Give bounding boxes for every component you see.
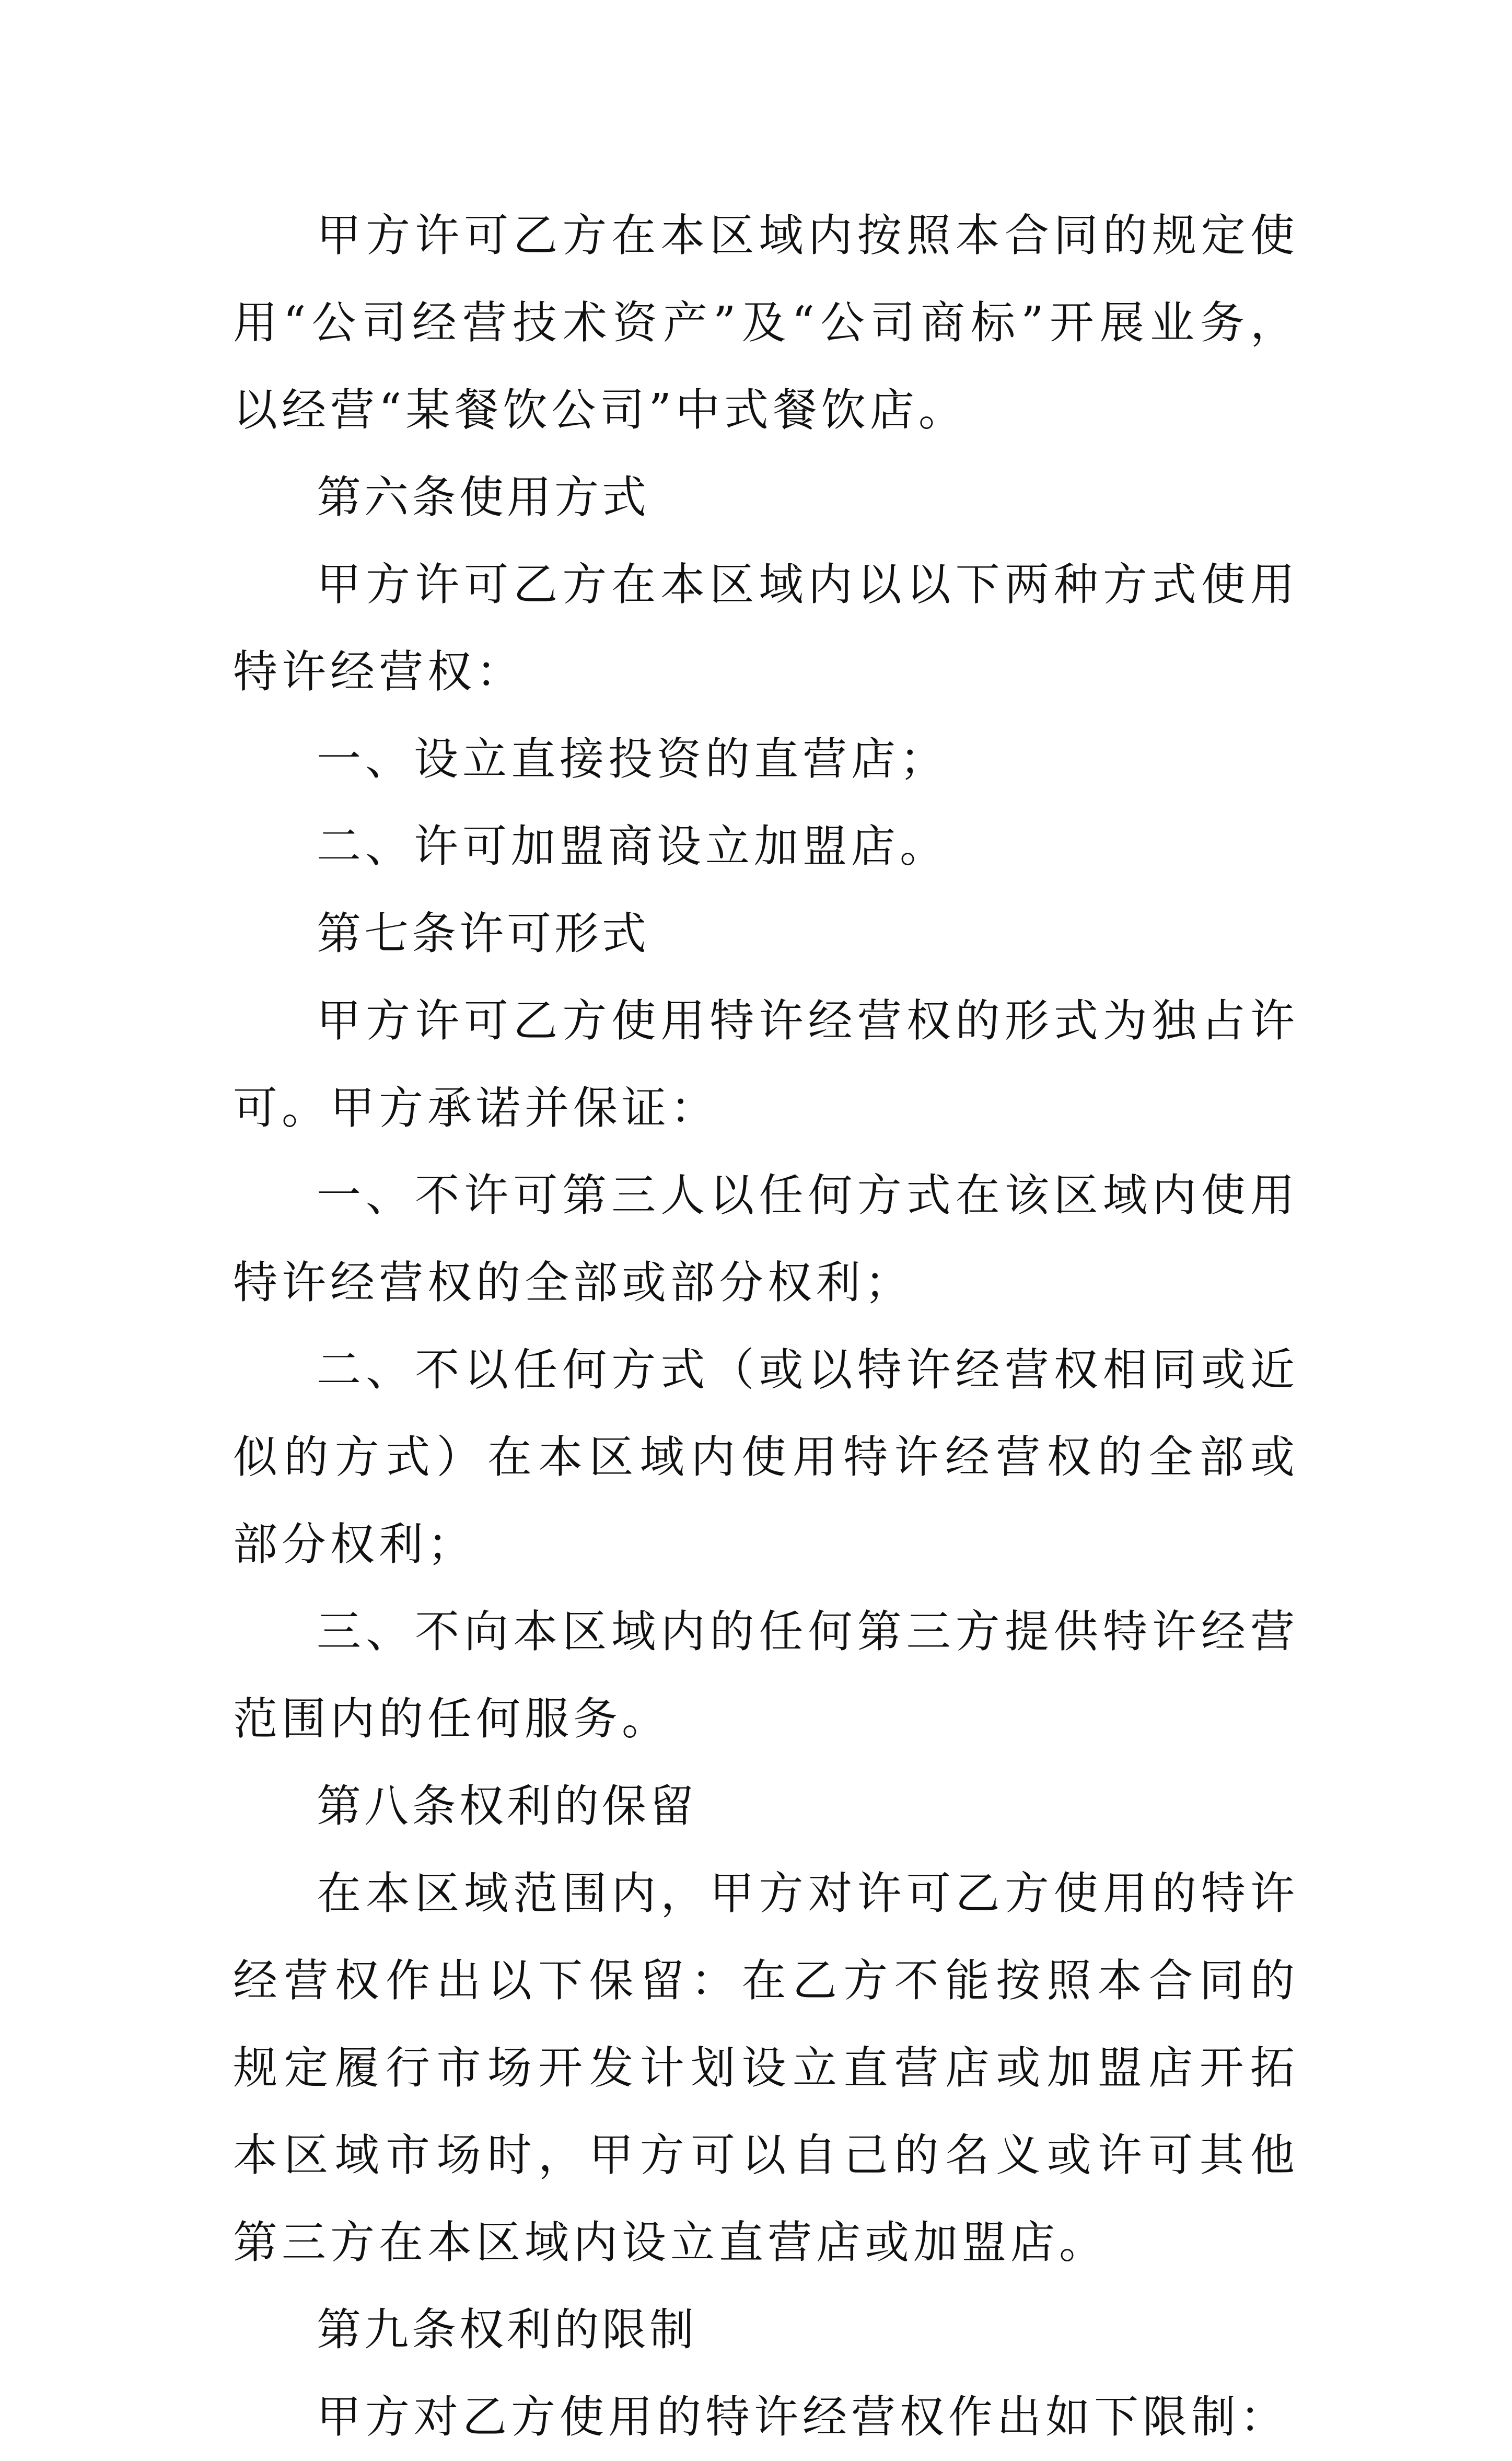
paragraph-exclusive-license: 甲方许可乙方使用特许经营权的形式为独占许可。甲方承诺并保证： <box>233 995 1299 1134</box>
list-item-direct-store: 一、设立直接投资的直营店； <box>317 734 949 785</box>
list-item-no-third-party: 一、不许可第三人以任何方式在该区域内使用特许经营权的全部或部分权利； <box>233 1170 1299 1309</box>
list-item-no-self-use: 二、不以任何方式（或以特许经营权相同或近似的方式）在本区域内使用特许经营权的全部或部分权利； <box>233 1344 1299 1571</box>
list-item-no-services: 三、不向本区域内的任何第三方提供特许经营范围内的任何服务。 <box>233 1606 1299 1745</box>
heading-article-9: 第九条权利的限制 <box>317 2304 697 2356</box>
document-body <box>233 192 1299 2461</box>
paragraph-rights-reservation: 在本区域范围内，甲方对许可乙方使用的特许经营权作出以下保留：在乙方不能按照本合同的规定履行市场开发计划设立直营店或加盟店开拓本区域市场时，甲方可以自己的名义或许可其他第三方在本区域内设立直营店或加盟店。 <box>233 1868 1299 2269</box>
paragraph-usage-methods: 甲方许可乙方在本区域内以以下两种方式使用特许经营权： <box>233 559 1299 698</box>
heading-article-6: 第六条使用方式 <box>317 472 650 524</box>
paragraph-license-scope: 甲方许可乙方在本区域内按照本合同的规定使用“公司经营技术资产”及“公司商标”开展业务，以经营“某餐饮公司”中式餐饮店。 <box>233 210 1299 436</box>
heading-article-8: 第八条权利的保留 <box>317 1781 697 1832</box>
paragraph-rights-limitation: 甲方对乙方使用的特许经营权作出如下限制： <box>317 2392 1289 2443</box>
heading-article-7: 第七条许可形式 <box>317 908 650 960</box>
list-item-franchise-store: 二、许可加盟商设立加盟店。 <box>317 821 949 873</box>
